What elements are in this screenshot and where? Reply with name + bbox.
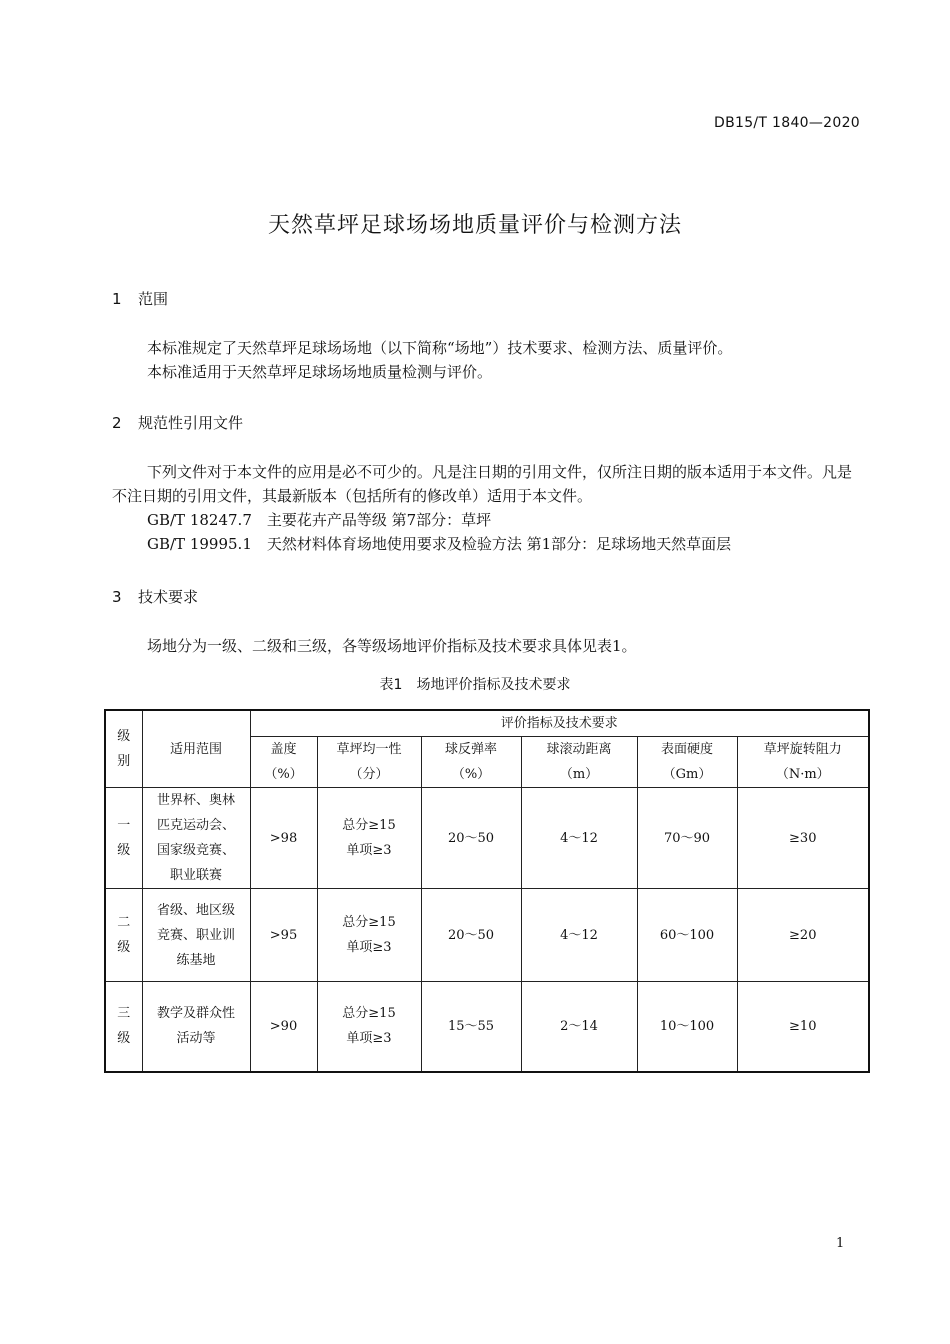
header-scope: 适用范围 — [142, 710, 250, 788]
cell-hardness: 70～90 — [637, 788, 737, 889]
section-title: 范围 — [138, 290, 169, 308]
cell-uniformity: 总分≥15 单项≥3 — [317, 788, 421, 889]
cell-torque: ≥30 — [737, 788, 869, 889]
cell-rebound: 15～55 — [421, 982, 521, 1072]
header-level: 级别 — [105, 710, 142, 788]
table-row — [105, 889, 869, 982]
page-number: 1 — [836, 1236, 845, 1251]
reference-item: GB/T 18247.7 主要花卉产品等级 第7部分：草坪 — [147, 511, 492, 529]
section-number: 3 — [112, 588, 122, 606]
header-hardness: 表面硬度 （Gm） — [637, 737, 737, 788]
paragraph: 场地分为一级、二级和三级，各等级场地评价指标及技术要求具体见表1。 — [147, 637, 637, 655]
section-body-references — [112, 460, 862, 556]
document-title: 天然草坪足球场场地质量评价与检测方法 — [267, 213, 682, 238]
header-indicators-group: 评价指标及技术要求 — [250, 710, 869, 737]
cell-torque: ≥20 — [737, 889, 869, 982]
cell-scope: 教学及群众性活动等 — [142, 982, 250, 1072]
cell-rebound: 20～50 — [421, 788, 521, 889]
document-code: DB15/T 1840—2020 — [714, 115, 860, 131]
section-title: 技术要求 — [138, 588, 199, 606]
cell-roll-distance: 4～12 — [521, 788, 637, 889]
section-number: 2 — [112, 414, 122, 432]
reference-item: GB/T 19995.1 天然材料体育场地使用要求及检验方法 第1部分：足球场地天然草面层 — [147, 535, 732, 553]
header-rebound: 球反弹率 （%） — [421, 737, 521, 788]
header-torque: 草坪旋转阻力 （N·m） — [737, 737, 869, 788]
cell-uniformity: 总分≥15 单项≥3 — [317, 889, 421, 982]
section-number: 1 — [112, 290, 122, 308]
section-body-requirements — [112, 634, 862, 658]
cell-level: 一级 — [105, 788, 142, 889]
table-row — [105, 982, 869, 1072]
paragraph: 本标准适用于天然草坪足球场场地质量检测与评价。 — [147, 363, 493, 381]
header-roll-distance: 球滚动距离 （m） — [521, 737, 637, 788]
table-caption: 表1 场地评价指标及技术要求 — [379, 677, 571, 693]
cell-coverage: >98 — [250, 788, 317, 889]
cell-level: 三级 — [105, 982, 142, 1072]
cell-hardness: 60～100 — [637, 889, 737, 982]
paragraph: 本标准规定了天然草坪足球场场地（以下简称“场地”）技术要求、检测方法、质量评价。 — [147, 339, 733, 357]
cell-coverage: >95 — [250, 889, 317, 982]
cell-rebound: 20～50 — [421, 889, 521, 982]
cell-hardness: 10～100 — [637, 982, 737, 1072]
cell-scope: 世界杯、奥林匹克运动会、国家级竞赛、职业联赛 — [142, 788, 250, 889]
spec-table — [104, 709, 870, 1073]
section-body-scope — [112, 336, 862, 384]
cell-torque: ≥10 — [737, 982, 869, 1072]
cell-coverage: >90 — [250, 982, 317, 1072]
header-coverage: 盖度 （%） — [250, 737, 317, 788]
paragraph: 下列文件对于本文件的应用是必不可少的。凡是注日期的引用文件，仅所注日期的版本适用于本文件。凡是不注日期的引用文件，其最新版本（包括所有的修改单）适用于本文件。 — [112, 463, 853, 505]
section-heading-requirements — [112, 586, 198, 607]
cell-scope: 省级、地区级竞赛、职业训练基地 — [142, 889, 250, 982]
section-heading-scope — [112, 288, 168, 309]
cell-uniformity: 总分≥15 单项≥3 — [317, 982, 421, 1072]
section-heading-references — [112, 412, 243, 433]
cell-roll-distance: 2～14 — [521, 982, 637, 1072]
header-uniformity: 草坪均一性 （分） — [317, 737, 421, 788]
cell-level: 二级 — [105, 889, 142, 982]
table-row — [105, 788, 869, 889]
section-title: 规范性引用文件 — [138, 414, 244, 432]
cell-roll-distance: 4～12 — [521, 889, 637, 982]
